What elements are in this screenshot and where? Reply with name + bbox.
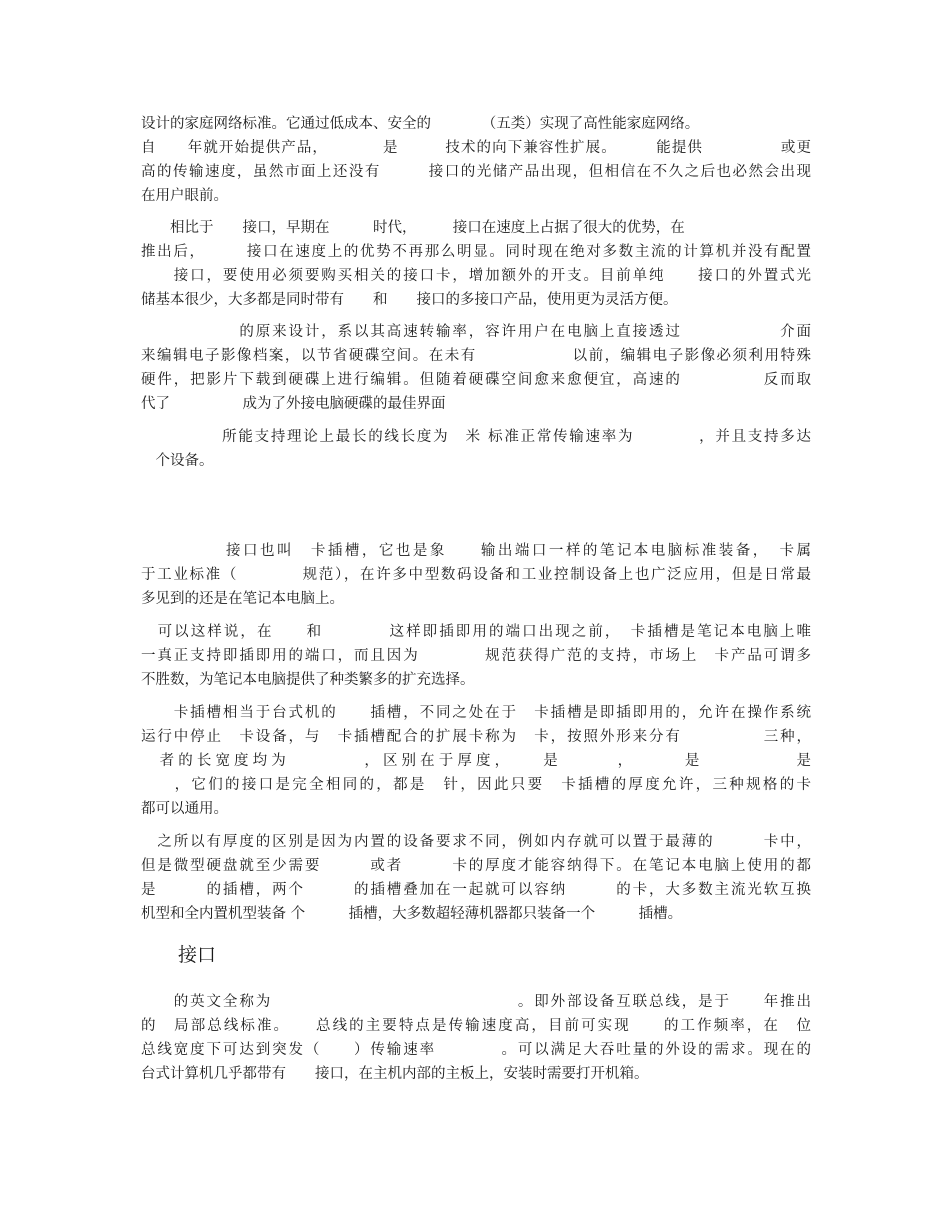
text-line: 在用户眼前。 <box>141 188 228 204</box>
text-line: 的 局部总线标准。 总线的主要特点是传输速度高，目前可实现 的工作频率，在 位 <box>141 1018 811 1034</box>
text-line: 是 的插槽，两个 的插槽叠加在一起就可以容纳 的卡，大多数主流光软互换 <box>141 882 811 898</box>
text-line: 推出后， 接口在速度上的优势不再那么明显。同时现在绝对多数主流的计算机并没有配置 <box>141 244 811 260</box>
text-line: 储基本很少，大多都是同时带有 和 接口的多接口产品，使用更为灵活方便。 <box>141 292 678 308</box>
text-line: 机型和全内置机型装备 个 插槽，大多数超轻薄机器都只装备一个 插槽。 <box>141 906 683 922</box>
section-heading: 接口 <box>178 944 217 966</box>
text-line: 代了 成为了外接电脑硬碟的最佳界面 <box>141 396 446 412</box>
text-line: 多见到的还是在笔记本电脑上。 <box>141 591 344 607</box>
text-line: 自 年就开始提供产品， 是 技术的向下兼容性扩展。 能提供 或更 <box>141 140 811 156</box>
text-line: 之所以有厚度的区别是因为内置的设备要求不同，例如内存就可以置于最薄的 卡中， <box>141 834 811 850</box>
text-line: 一真正支持即插即用的端口，而且因为 规范获得广范的支持，市场上 卡产品可谓多 <box>141 648 811 664</box>
text-line: 者的长宽度均为 ，区别在于厚度， 是 ， 是 是 <box>141 753 811 769</box>
text-line: 硬件，把影片下载到硬碟上进行编辑。但随着硬碟空间愈来愈便宜，高速的 反而取 <box>141 372 811 388</box>
text-line: 但是微型硬盘就至少需要 或者 卡的厚度才能容纳得下。在笔记本电脑上使用的都 <box>141 858 811 874</box>
text-line: 总线宽度下可达到突发（ ）传输速率 。可以满足大吞吐量的外设的需求。现在的 <box>141 1042 811 1058</box>
text-line: 所能支持理论上最长的线长度为 米 标准正常传输速率为 ，并且支持多达 <box>141 429 811 445</box>
text-line: 的原来设计，系以其高速转输率，容许用户在电脑上直接透过 介面 <box>141 324 811 340</box>
text-line: 高的传输速度，虽然市面上还没有 接口的光储产品出现，但相信在不久之后也必然会出现 <box>141 164 811 180</box>
text-line: 不胜数，为笔记本电脑提供了种类繁多的扩充选择。 <box>141 672 475 688</box>
text-line: 来编辑电子影像档案，以节省硬碟空间。在未有 以前，编辑电子影像必须利用特殊 <box>141 348 811 364</box>
text-line: 运行中停止 卡设备，与 卡插槽配合的扩展卡称为 卡，按照外形来分有 三种， <box>141 729 811 745</box>
text-line: ，它们的接口是完全相同的，都是 针，因此只要 卡插槽的厚度允许，三种规格的卡 <box>141 777 811 793</box>
text-line: 卡插槽相当于台式机的 插槽，不同之处在于 卡插槽是即插即用的，允许在操作系统 <box>141 705 811 721</box>
text-line: 接口也叫 卡插槽，它也是象 输出端口一样的笔记本电脑标准装备， 卡属 <box>141 543 811 559</box>
text-line: 可以这样说，在 和 这样即插即用的端口出现之前， 卡插槽是笔记本电脑上唯 <box>141 624 811 640</box>
text-line: 设计的家庭网络标准。它通过低成本、安全的 （五类）实现了高性能家庭网络。 <box>141 116 700 132</box>
text-line: 相比于 接口，早期在 时代， 接口在速度上占据了很大的优势，在 <box>141 220 685 236</box>
text-line: 的英文全称为 。即外部设备互联总线，是于 年推出 <box>141 994 811 1010</box>
text-line: 个设备。 <box>141 453 214 469</box>
text-line: 于工业标准（ 规范），在许多中型数码设备和工业控制设备上也广泛应用，但是日常最 <box>141 567 811 583</box>
text-line: 接口，要使用必须要购买相关的接口卡，增加额外的开支。目前单纯 接口的外置式光 <box>141 268 811 284</box>
text-line: 台式计算机几乎都带有 接口，在主机内部的主板上，安装时需要打开机箱。 <box>141 1066 649 1082</box>
text-line: 都可以通用。 <box>141 801 228 817</box>
